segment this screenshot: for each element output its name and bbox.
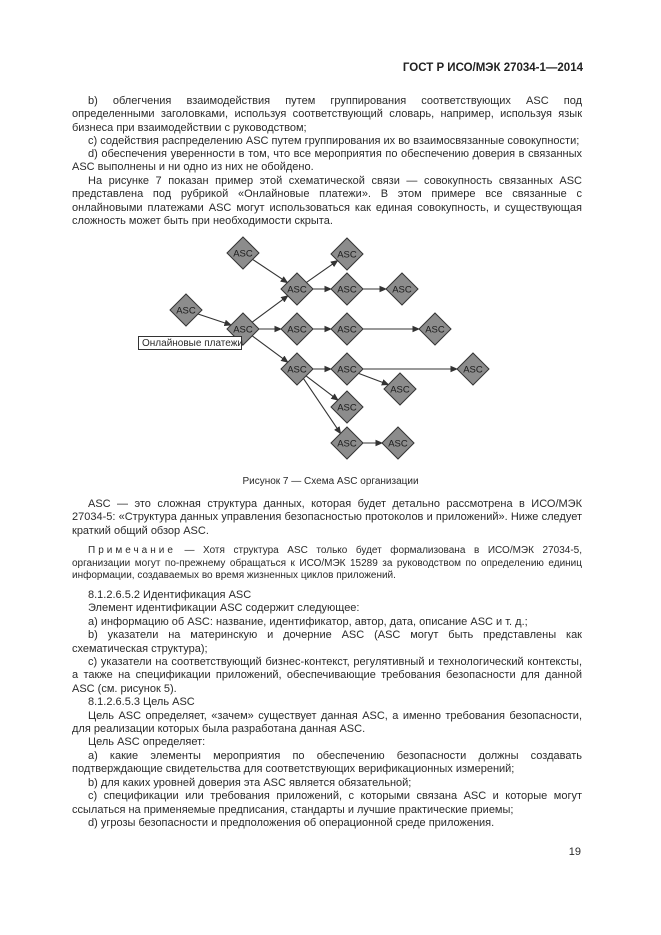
identification-item: c) указатели на соответствующий бизнес-контекст, регулятивный и технологический контексты, а также на спецификации приложений, обеспечивающие требования безопасности для данной ASC (см. рисунок 5). — [72, 656, 582, 695]
asc-node — [281, 313, 313, 345]
figure-caption: Рисунок 7 — Схема ASC организации — [242, 476, 419, 487]
goal-item: d) угрозы безопасности и предположения об операционной среде приложения. — [88, 816, 495, 829]
diagram-arrow — [306, 376, 338, 400]
asc-node-label: ASC — [337, 324, 357, 336]
asc-paragraph: ASC — это сложная структура данных, которая будет детально рассмотрена в ИСО/МЭК 27034-5: «Структура данных управления безопасностью протоколов и приложений». Ниже следует краткий общий обзор ASC. — [72, 498, 582, 537]
paragraph-figure-intro: На рисунке 7 показан пример этой схематической связи — совокупность связанных ASC представлена под рубрикой «Онлайновые платежи». В этом примере все связанные с онлайновыми платежами ASC могут использоваться как единая совокупность, и существующая сложность может быть при необходимости скрыта. — [72, 175, 582, 228]
asc-node — [281, 353, 313, 385]
sections — [72, 589, 582, 830]
asc-node-label: ASC — [337, 249, 357, 261]
asc-node-label: ASC — [233, 324, 253, 336]
asc-node — [281, 273, 313, 305]
asc-node — [331, 391, 363, 423]
diagram-arrow — [253, 259, 288, 282]
online-payments-label: Онлайновые платежи — [138, 336, 242, 350]
asc-node — [331, 238, 363, 270]
paragraph-c: c) содействия распределению ASC путем группирования их во взаимосвязанные совокупности; — [88, 135, 580, 147]
asc-node-label: ASC — [233, 248, 253, 260]
goal-item: b) для каких уровней доверия эта ASC является обязательной; — [88, 776, 412, 789]
goal-paragraph: Цель ASC определяет, «зачем» существует данная ASC, а именно требования безопасности, для реализации которых была разработана данная ASC. — [72, 709, 582, 736]
asc-node-label: ASC — [337, 402, 357, 414]
asc-node-label: ASC — [287, 324, 307, 336]
asc-node — [331, 353, 363, 385]
diagram-arrow — [359, 373, 389, 384]
paragraph-b: b) облегчения взаимодействия путем группирования соответствующих ASC под определенными заголовками, используя соответствующий словарь, например, используя язык бизнеса при взаимодействии с руководством; — [72, 95, 582, 134]
page-number: 19 — [568, 846, 581, 858]
diagram-arrow — [252, 296, 288, 322]
section-heading-identification: 8.1.2.6.5.2 Идентификация ASC — [88, 589, 252, 601]
goal-item: c) спецификации или требования приложений, с которыми связана ASC и которые могут ссылаться на применяемые предписания, стандарты и лучшие практические приемы; — [72, 790, 582, 816]
asc-node-label: ASC — [390, 384, 410, 396]
asc-node-label: ASC — [392, 284, 412, 296]
identification-item: b) указатели на материнскую и дочерние ASC (ASC могут быть представлены как схематическая структура); — [72, 629, 582, 655]
goal-intro: Цель ASC определяет: — [88, 736, 206, 749]
identification-intro: Элемент идентификации ASC содержит следующее: — [88, 602, 360, 615]
identification-item: a) информацию об ASC: название, идентификатор, автор, дата, описание ASC и т. д.; — [88, 615, 528, 628]
asc-node — [331, 313, 363, 345]
asc-node-label: ASC — [287, 364, 307, 376]
section-heading-goal: 8.1.2.6.5.3 Цель ASC — [88, 696, 195, 709]
asc-node-label: ASC — [388, 438, 408, 450]
diagram-arrow — [252, 336, 288, 362]
asc-node — [331, 273, 363, 305]
note — [72, 545, 582, 583]
asc-node — [419, 313, 451, 345]
asc-node-label: ASC — [287, 284, 307, 296]
diagram-arrow — [306, 261, 337, 283]
asc-node — [382, 427, 414, 459]
asc-node — [386, 273, 418, 305]
asc-node-label: ASC — [337, 438, 357, 450]
asc-node-label: ASC — [176, 305, 196, 317]
goal-item: a) какие элементы мероприятия по обеспечению безопасности должны создавать подтверждающие свидетельства для соответствующих верификационных измерений; — [72, 749, 582, 776]
asc-node-label: ASC — [425, 324, 445, 336]
asc-node-label: ASC — [337, 364, 357, 376]
asc-node — [170, 294, 202, 326]
asc-node — [384, 373, 416, 405]
note-text: — Хотя структура ASC только будет формализована в ИСО/МЭК 27034-5, организации могут по-прежнему обращаться к ИСО/МЭК 15289 за руководством по определению единиц информации, создаваемых во время жизненных циклов приложений. — [72, 545, 582, 581]
asc-node-label: ASC — [463, 364, 483, 376]
diagram-arrow — [198, 314, 231, 325]
asc-node — [331, 427, 363, 459]
asc-node-label: ASC — [337, 284, 357, 296]
asc-node — [227, 237, 259, 269]
document-header: ГОСТ Р ИСО/МЭК 27034-1—2014 — [402, 62, 583, 74]
paragraph-d: d) обеспечения уверенности в том, что все мероприятия по обеспечению доверия в связанных ASC выполнены и ни одно из них не обойдено. — [72, 148, 582, 174]
note-label: Примечание — [88, 545, 176, 556]
asc-node — [457, 353, 489, 385]
